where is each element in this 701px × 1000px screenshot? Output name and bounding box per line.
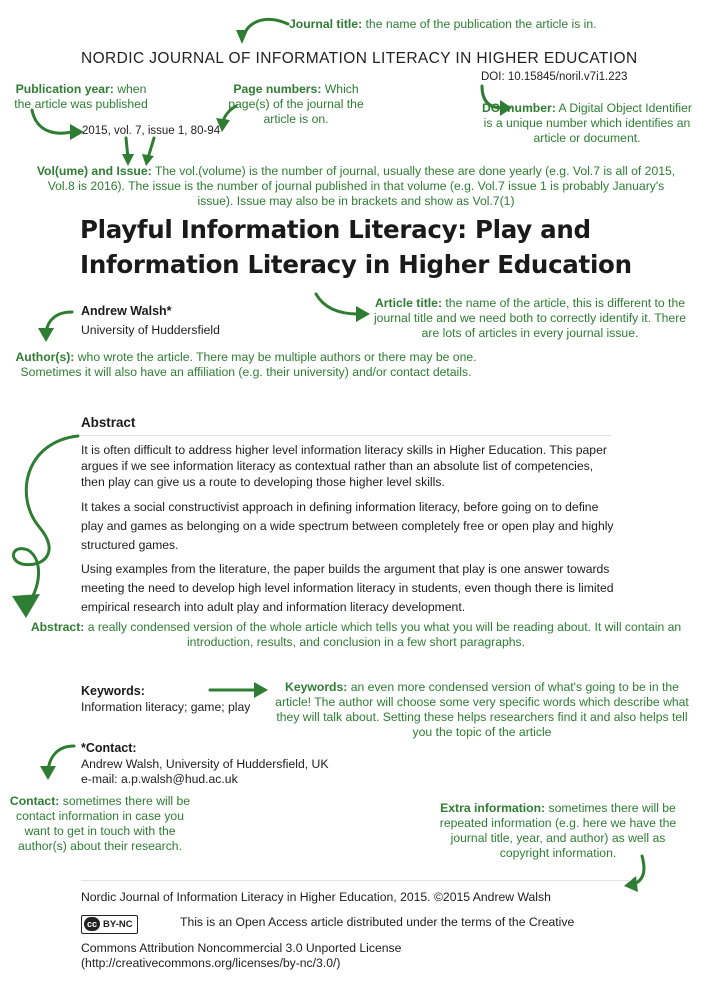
article-title-annotation: Article title: the name of the article, this is different to the journal title and we need both to correctly identify it. There are lots of articles in every journal issue. xyxy=(373,296,687,340)
abstract-arrow xyxy=(4,428,84,628)
article-title-arrow xyxy=(310,290,376,326)
license-link[interactable]: (http://creativecommons.org/licenses/by-nc/3.0/) xyxy=(81,956,341,970)
authors-arrow xyxy=(30,306,76,346)
vol-issue-annotation: Vol(ume) and Issue: The vol.(volume) is the number of journal, usually these are done yearly (e.g. Vol.7 is all of 2015, Vol.8 is 2016). The issue is the number of journal published in that volume (e.g. Vol.7 issue 1 is probably January's issue). Issue may also be in brackets and show as Vol.7(1) xyxy=(36,164,676,208)
page-numbers-annotation: Page numbers: Which page(s) of the journal the article is on. xyxy=(228,82,364,126)
keywords-annotation: Keywords: an even more condensed version of what's going to be in the article! The author will choose some very specific words which describe what they will talk about. Setting these helps researchers find it and also helps tell you the topic of the article xyxy=(275,680,689,739)
doi-text: DOI: 10.15845/noril.v7i1.223 xyxy=(481,71,628,83)
abstract-heading: Abstract xyxy=(81,415,136,430)
doi-annotation: DOI number: A Digital Object Identifier is a unique number which identifies an article or document. xyxy=(482,101,692,145)
keywords-text: Information literacy; game; play xyxy=(81,700,251,714)
journal-title-arrow xyxy=(232,12,292,52)
abstract-paragraph-1: It is often difficult to address higher level information literacy skills in Higher Education. This paper argues if we see information literacy as contextual rather than an absolute list of competencies, then play can give us a route to developing those higher level skills. xyxy=(81,443,607,489)
keywords-arrow xyxy=(206,680,272,700)
contact-line-1: Andrew Walsh, University of Huddersfield, UK xyxy=(81,757,329,771)
authors-annotation: Author(s): who wrote the article. There may be multiple authors or there may be one. Sometimes it will also have an affiliation (e.g. their university) and/or contact details. xyxy=(15,350,477,379)
license-line-1: This is an Open Access article distributed under the terms of the Creative xyxy=(180,915,575,929)
license-line-2: Commons Attribution Noncommercial 3.0 Unported License xyxy=(81,941,402,955)
abstract-annotation: Abstract: a really condensed version of the whole article which tells you what you will be reading about. It will contain an introduction, results, and conclusion in a few short paragraphs. xyxy=(30,620,682,649)
contact-arrow xyxy=(30,740,80,784)
extra-info-arrow xyxy=(620,852,660,896)
author-affiliation: University of Huddersfield xyxy=(81,323,220,337)
abstract-divider xyxy=(81,435,611,436)
cc-license-badge: cc BY-NC xyxy=(81,914,138,934)
publication-year-annotation: Publication year: when the article was published xyxy=(14,82,148,111)
abstract-paragraph-2: It takes a social constructivist approach in defining information literacy, before going on to define play and games as belonging on a wide spectrum between completely free or open play and highly structured games. xyxy=(81,500,614,552)
contact-heading: *Contact: xyxy=(81,741,137,755)
abstract-paragraph-3: Using examples from the literature, the paper builds the argument that play is one answer towards meeting the need to develop high level information literacy in students, even though there is limited empirical research into adult play and information literacy development. xyxy=(81,562,614,614)
cc-icon: cc xyxy=(84,917,100,931)
extra-info-annotation: Extra information: sometimes there will be repeated information (e.g. here we have the journal title, year, and author) as well as copyright information. xyxy=(439,801,677,860)
author-name: Andrew Walsh* xyxy=(81,304,172,318)
publication-year-arrow xyxy=(28,108,88,144)
footer-divider xyxy=(81,880,631,881)
citation-line: 2015, vol. 7, issue 1, 80-94 xyxy=(82,125,221,137)
article-title: Playful Information Literacy: Play and Information Literacy in Higher Education xyxy=(80,215,632,279)
journal-heading: NORDIC JOURNAL OF INFORMATION LITERACY IN HIGHER EDUCATION xyxy=(81,50,638,67)
keywords-heading: Keywords: xyxy=(81,684,145,698)
journal-title-annotation: Journal title: the name of the publication the article is in. xyxy=(289,17,597,31)
contact-annotation: Contact: sometimes there will be contact information in case you want to get in touch with the author(s) about their research. xyxy=(9,794,191,853)
footer-citation: Nordic Journal of Information Literacy in Higher Education, 2015. ©2015 Andrew Walsh xyxy=(81,890,551,904)
contact-line-2: e-mail: a.p.walsh@hud.ac.uk xyxy=(81,772,238,786)
